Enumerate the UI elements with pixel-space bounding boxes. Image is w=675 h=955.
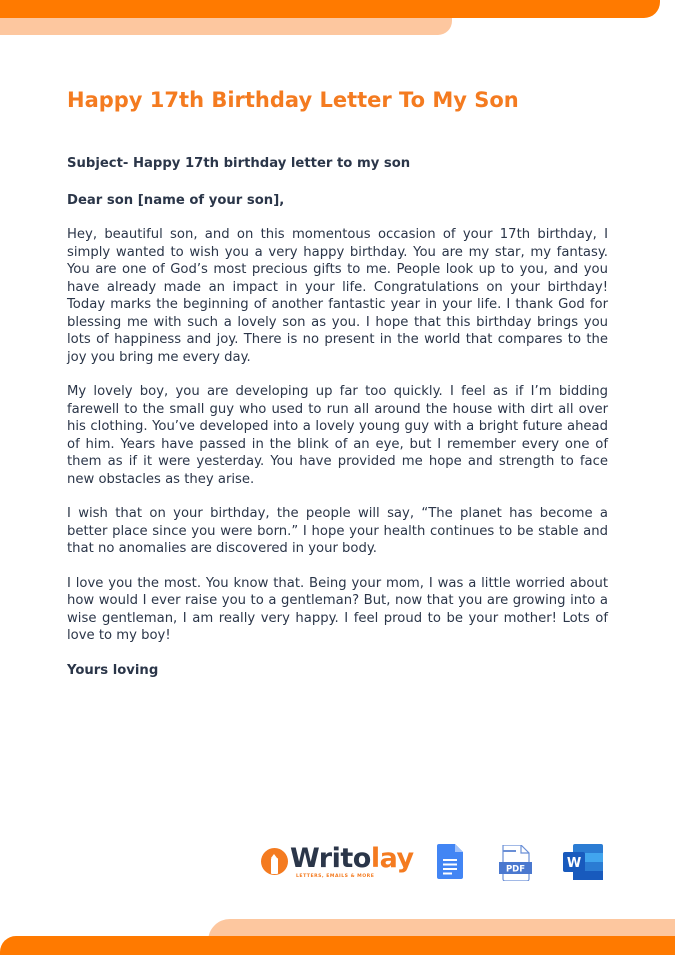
- letter-closing: Yours loving: [67, 662, 159, 678]
- letter-salutation: Dear son [name of your son],: [67, 192, 285, 208]
- letter-paragraph: I love you the most. You know that. Being your mom, I was a little worried about how would I ever raise you to a gentleman? But, now that you are growing into a wise gentleman, I am really very happy. I feel proud to be your mother! Lots of love to my boy!: [67, 575, 608, 643]
- pencil-badge-icon: [261, 848, 288, 875]
- top-decor-bar: [0, 0, 660, 18]
- letter-subject: Subject- Happy 17th birthday letter to my son: [67, 156, 411, 171]
- letter-body: [67, 155, 608, 696]
- writolay-logo[interactable]: [261, 843, 414, 883]
- logo-wordmark-part1: Writo: [290, 843, 371, 874]
- letter-paragraph: Hey, beautiful son, and on this momentous occasion of your 17th birthday, I simply wanted to wish you a very happy birthday. You are my star, my fantasy. You are one of God’s most precious gifts to me. People look up to you, and you have already made an impact in your life. Congratulations on your birthday! Today marks the beginning of another fantastic year in your life. I thank God for blessing me with such a lovely son as you. I hope that this birthday brings you lots of happiness and joy. There is no present in the world that compares to the joy you bring me every day.: [67, 227, 608, 365]
- letter-title: Happy 17th Birthday Letter To My Son: [67, 88, 519, 112]
- word-icon[interactable]: [563, 844, 603, 880]
- logo-wordmark: [290, 843, 414, 875]
- logo-wordmark-part2: lay: [370, 843, 414, 874]
- bottom-decor-bar: [0, 936, 675, 955]
- pdf-icon-label: PDF: [505, 864, 526, 875]
- letter-paragraph: My lovely boy, you are developing up far too quickly. I feel as if I’m bidding farewell to the small guy who used to run all around the house with dirt all over his clothing. You’ve developed into a lovely young guy with a bright future ahead of him. Years have passed in the blink of an eye, but I remember every one of them as if it were yesterday. You have provided me hope and strength to face new obstacles as they arise.: [67, 384, 608, 487]
- google-docs-icon[interactable]: [437, 844, 463, 879]
- letter-paragraph: I wish that on your birthday, the people will say, “The planet has become a better place since you were born.” I hope your health continues to be stable and that no anomalies are discovered in your body.: [67, 506, 608, 556]
- pdf-icon[interactable]: [499, 845, 532, 881]
- top-decor-bar-light: [0, 18, 452, 35]
- logo-tagline: LETTERS, EMAILS & MORE: [296, 874, 375, 879]
- word-icon-label: W: [566, 856, 582, 871]
